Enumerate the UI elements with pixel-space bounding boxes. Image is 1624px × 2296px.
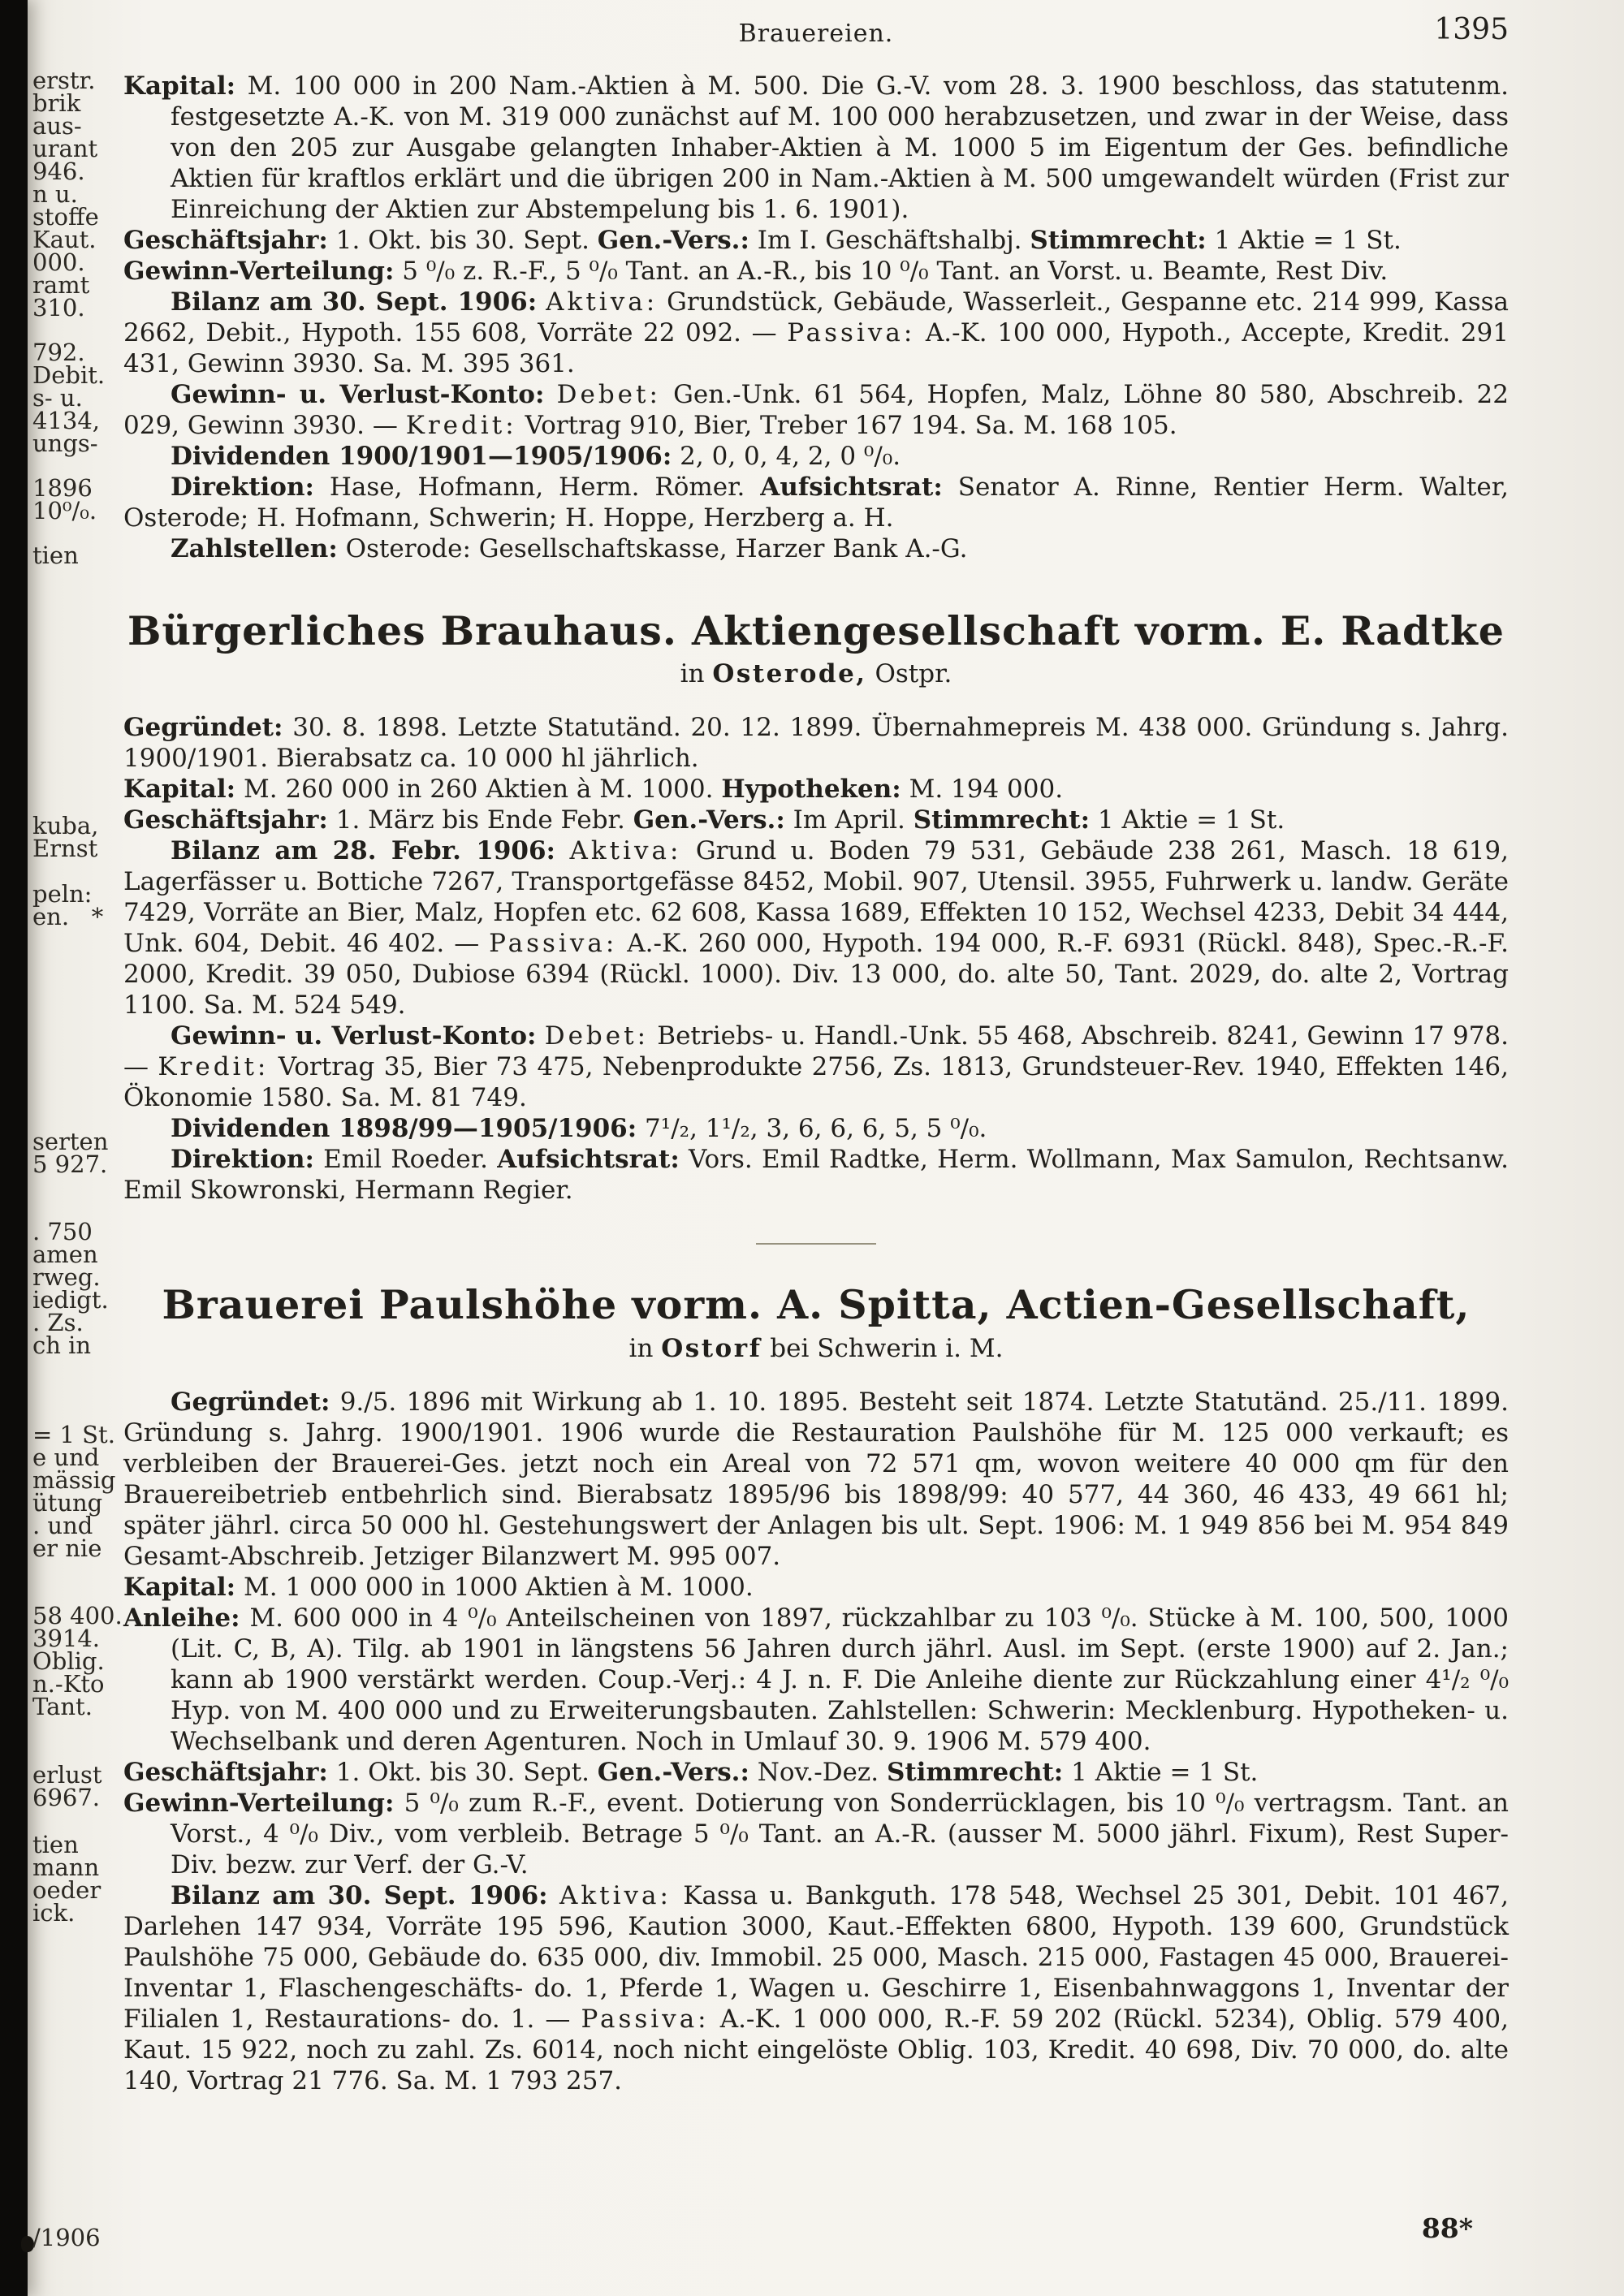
margin-fragment: ramt bbox=[32, 271, 90, 299]
entry-subtitle bbox=[123, 658, 1509, 689]
bold-lead-label: Kapital: bbox=[123, 71, 236, 101]
margin-fragment: /1906 bbox=[32, 2224, 101, 2251]
margin-fragment: n.-Kto bbox=[32, 1670, 105, 1698]
bold-lead-label: Gewinn-Verteilung: bbox=[123, 257, 395, 286]
bold-lead-label: Stimmrecht: bbox=[886, 1757, 1064, 1787]
paragraph bbox=[123, 1757, 1509, 1788]
text-run bbox=[536, 1021, 544, 1051]
text-run: 9./5. 1896 mit Wirkung ab 1. 10. 1895. Besteht seit 1874. Letzte Statutänd. 25./11. 1899. Gründung s. Jahrg. 1900/1901. 1906 wurde die Restauration Paulshöhe für M. 125 000 verkauft; es verbleiben der Brauerei-Ges. jetzt noch ein Areal von 72 571 qm, wovon weitere 40 000 qm für den Brauereibetrieb entbehrlich sind. Bierabsatz 1895/96 bis 1898/99: 40 577, 44 360, 46 433, 49 661 hl; später jährl. circa 50 000 hl. Gestehungswert der Anlagen bis ult. Sept. 1906: M. 1 949 856 bei M. 954 849 Gesamt-Abschreib. Jetziger Bilanzwert M. 995 007. bbox=[123, 1387, 1509, 1571]
bold-lead-label: Gewinn-Verteilung: bbox=[123, 1788, 395, 1818]
subtitle-suffix: bei Schwerin i. M. bbox=[762, 1333, 1004, 1363]
margin-fragment: ick. bbox=[32, 1899, 76, 1927]
bold-lead-label: Stimmrecht: bbox=[913, 805, 1091, 835]
margin-fragment: Oblig. bbox=[32, 1647, 105, 1675]
subtitle-place: Osterode, bbox=[712, 659, 867, 689]
margin-fragment: 1896 bbox=[32, 474, 93, 502]
paragraph bbox=[123, 256, 1509, 287]
paragraph bbox=[123, 1603, 1509, 1757]
margin-fragment: 000. bbox=[32, 248, 85, 276]
text-run: Kassa u. Bankguth. 178 548, Wechsel 25 301, Debit. 101 467, Darlehen 147 934, Vorräte 195 596, Kaution 3000, Kaut.-Effekten 6800, Hypoth. 139 600, Grundstück Paulshöhe 75 000, Gebäude do. 635 000, div. Immobil. 25 000, Masch. 215 000, Fastagen 45 000, Brauerei-Inventar 1, Flaschengeschäfts- do. 1, Pferde 1, Wagen u. Geschirre 1, Eisenbahnwaggons 1, Inventar der Filialen 1, Restaurations- do. 1. — bbox=[123, 1880, 1509, 2034]
paragraph bbox=[123, 712, 1509, 774]
margin-fragment: tien bbox=[32, 542, 79, 569]
margin-fragment: 6967. bbox=[32, 1784, 101, 1811]
paragraph bbox=[123, 225, 1509, 256]
text-run bbox=[544, 380, 556, 409]
paragraph bbox=[123, 379, 1509, 441]
text-run bbox=[548, 1881, 559, 1910]
bold-lead-label: Gen.-Vers.: bbox=[633, 805, 785, 835]
text-run: M. 600 000 in 4 ⁰/₀ Anteilscheinen von 1897, rückzahlbar zu 103 ⁰/₀. Stücke à M. 100, 500, 1000 (Lit. C, B, A). Tilg. ab 1901 in längstens 56 Jahren durch jährl. Ausl. im Sept. (erste 1900) auf 2. Jan.; kann ab 1900 verstärkt werden. Coup.-Verj.: 4 J. n. F. Die Anleihe diente zur Rückzahlung einer 4¹/₂ ⁰/₀ Hyp. von M. 400 000 und zu Erweiterungsbauten. Zahlstellen: Schwerin: Mecklenburg. Hypotheken- u. Wechselbank und deren Agenturen. Noch in Umlauf 30. 9. 1906 M. 579 400. bbox=[171, 1603, 1509, 1756]
spaced-label: Passiva: bbox=[581, 2004, 710, 2034]
paragraph bbox=[123, 835, 1509, 1021]
margin-fragment: oeder bbox=[32, 1876, 102, 1904]
margin-fragment: . und bbox=[32, 1512, 93, 1539]
margin-fragment: . 750 bbox=[32, 1218, 93, 1245]
bold-lead-label: Aufsichtsrat: bbox=[497, 1145, 680, 1175]
entry-title: Bürgerliches Brauhaus. Aktiengesellschaft vorm. E. Radtke bbox=[127, 607, 1505, 654]
text-run: 5 ⁰/₀ zum R.-F., event. Dotierung von Sonderrücklagen, bis 10 ⁰/₀ vertragsm. Tant. an Vorst., 4 ⁰/₀ Div., vom verbleib. Betrage 5 ⁰/₀ Tant. an A.-R. (ausser M. 5000 jährl. Fixum), Rest Super-Div. bezw. zur Verf. der G.-V. bbox=[171, 1788, 1509, 1880]
text-run: Im I. Geschäftshalbj. bbox=[749, 226, 1030, 255]
text-run: Betriebs- u. Handl.-Unk. 55 468, Abschreib. 8241, Gewinn 17 978. — bbox=[123, 1021, 1510, 1082]
margin-fragment: stoffe bbox=[32, 203, 99, 231]
bold-lead-label: Geschäftsjahr: bbox=[123, 1757, 328, 1787]
entry-title: Brauerei Paulshöhe vorm. A. Spitta, Actien-Gesellschaft, bbox=[162, 1281, 1471, 1329]
text-run: A.-K. 260 000, Hypoth. 194 000, R.-F. 6931 (Rückl. 848), Spec.-R.-F. 2000, Kredit. 39 050, Dubiose 6394 (Rückl. 1000). Div. 13 000, do. alte 50, Tant. 2029, do. alte 2, Vortrag 1100. Sa. M. 524 549. bbox=[123, 929, 1509, 1021]
bold-lead-label: Dividenden 1900/1901—1905/1906: bbox=[171, 442, 672, 471]
bold-lead-label: Kapital: bbox=[123, 1572, 236, 1602]
margin-fragment: 10⁰/₀. bbox=[32, 497, 97, 524]
paragraph bbox=[123, 774, 1509, 805]
bold-lead-label: Stimmrecht: bbox=[1030, 226, 1207, 255]
spaced-label: Debet: bbox=[556, 380, 661, 409]
bold-lead-label: Direktion: bbox=[171, 1145, 314, 1175]
paragraph bbox=[123, 533, 1509, 564]
subtitle-place: Ostorf bbox=[661, 1333, 762, 1363]
subtitle-prefix: in bbox=[628, 1333, 662, 1363]
paragraph bbox=[123, 1880, 1509, 2096]
text-run bbox=[555, 836, 569, 865]
margin-fragment: 5 927. bbox=[32, 1150, 108, 1178]
bold-lead-label: Geschäftsjahr: bbox=[123, 226, 328, 255]
margin-fragment: er nie bbox=[32, 1534, 102, 1562]
printers-mark: 88* bbox=[1421, 2212, 1473, 2244]
margin-fragment: 946. bbox=[32, 158, 85, 185]
text-run: M. 1 000 000 in 1000 Aktien à M. 1000. bbox=[235, 1572, 754, 1602]
text-run: Emil Roeder. bbox=[313, 1145, 498, 1175]
running-title: Brauereien. bbox=[738, 19, 894, 48]
bold-lead-label: Gewinn- u. Verlust-Konto: bbox=[171, 380, 545, 409]
subtitle-prefix: in bbox=[680, 659, 713, 689]
margin-fragment: 4134, bbox=[32, 407, 101, 434]
margin-fragment: e und bbox=[32, 1444, 100, 1471]
text-run: M. 100 000 in 200 Nam.-Aktien à M. 500. Die G.-V. vom 28. 3. 1900 beschloss, das statutenm. festgesetzte A.-K. von M. 319 000 zunächst auf M. 100 000 herabzusetzen, und zwar in der Weise, dass von den 205 zur Ausgabe gelangten Inhaber-Aktien à M. 1000 5 im Eigentum der Ges. befindliche Aktien für kraftlos erklärt und die übrigen 200 in Nam.-Aktien à M. 500 umgewandelt würden (Frist zur Einreichung der Aktien zur Abstempelung bis 1. 6. 1901). bbox=[171, 71, 1509, 224]
spaced-label: Kredit: bbox=[158, 1052, 270, 1082]
text-run: 30. 8. 1898. Letzte Statutänd. 20. 12. 1899. Übernahmepreis M. 438 000. Gründung s. Jahrg. 1900/1901. Bierabsatz ca. 10 000 hl jährlich. bbox=[123, 713, 1509, 774]
margin-fragment: 792. bbox=[32, 339, 85, 366]
bold-lead-label: Anleihe: bbox=[123, 1603, 240, 1633]
bold-lead-label: Bilanz am 30. Sept. 1906: bbox=[171, 1880, 548, 1910]
bold-lead-label: Kapital: bbox=[123, 775, 236, 805]
margin-fragment: 58 400. bbox=[32, 1602, 123, 1629]
bold-lead-label: Dividenden 1898/99—1905/1906: bbox=[171, 1114, 637, 1144]
bold-lead-label: Gen.-Vers.: bbox=[597, 1757, 749, 1787]
bold-lead-label: Hypotheken: bbox=[721, 775, 901, 805]
margin-fragment: serten bbox=[32, 1128, 109, 1155]
margin-fragment: mässig bbox=[32, 1466, 116, 1494]
text-run: Gen.-Unk. 61 564, Hopfen, Malz, Löhne 80 580, Abschreib. 22 029, Gewinn 3930. — bbox=[123, 380, 1509, 440]
entry-divider bbox=[756, 1243, 876, 1245]
margin-fragment: peln: bbox=[32, 880, 93, 908]
text-run: 1 Aktie = 1 St. bbox=[1063, 1757, 1259, 1787]
margin-fragment: erstr. bbox=[32, 67, 96, 94]
margin-fragment: ungs- bbox=[32, 429, 98, 457]
paragraph bbox=[123, 805, 1509, 835]
entry-body bbox=[123, 1387, 1509, 2096]
spaced-label: Aktiva: bbox=[569, 836, 682, 866]
entry-subtitle bbox=[123, 1333, 1509, 1364]
margin-fragment: ütung bbox=[32, 1489, 103, 1517]
text-run: Vors. Emil Radtke, Herm. Wollmann, Max Samulon, Rechtsanw. Emil Skowronski, Hermann Regier. bbox=[123, 1145, 1509, 1206]
margin-fragment: Kaut. bbox=[32, 226, 97, 253]
text-run: M. 260 000 in 260 Aktien à M. 1000. bbox=[235, 775, 722, 805]
paragraph bbox=[123, 1021, 1509, 1113]
text-run: M. 194 000. bbox=[901, 775, 1064, 805]
paragraph bbox=[123, 1113, 1509, 1144]
paragraph bbox=[123, 472, 1509, 533]
text-run: Grundstück, Gebäude, Wasserleit., Gespanne etc. 214 999, Kassa 2662, Debit., Hypoth. 155 608, Vorräte 22 092. — bbox=[123, 287, 1510, 347]
margin-fragment: 310. bbox=[32, 294, 85, 322]
text-run: Im April. bbox=[784, 805, 914, 835]
bold-lead-label: Gegründet: bbox=[123, 713, 283, 743]
bold-lead-label: Bilanz am 28. Febr. 1906: bbox=[171, 836, 555, 866]
margin-fragment: = 1 St. bbox=[32, 1421, 115, 1448]
margin-fragment: mann bbox=[32, 1854, 100, 1881]
margin-fragment: en. * bbox=[32, 903, 104, 930]
bold-lead-label: Gen.-Vers.: bbox=[597, 226, 749, 255]
text-run: 7¹/₂, 1¹/₂, 3, 6, 6, 6, 5, 5 ⁰/₀. bbox=[637, 1114, 987, 1144]
text-run: Hase, Hofmann, Herm. Römer. bbox=[313, 473, 761, 502]
margin-fragment: ch in bbox=[32, 1331, 92, 1359]
entry-body bbox=[123, 712, 1509, 1206]
text-run: A.-K. 100 000, Hypoth., Accepte, Kredit. 291 431, Gewinn 3930. Sa. M. 395 361. bbox=[123, 318, 1510, 378]
page-number: 1395 bbox=[1434, 13, 1509, 46]
margin-fragment: n u. bbox=[32, 180, 78, 208]
spaced-label: Debet: bbox=[544, 1021, 650, 1051]
text-run: Osterode: Gesellschaftskasse, Harzer Bank A.-G. bbox=[337, 534, 968, 563]
entry-brauerei-paulshoehe bbox=[123, 1282, 1509, 2095]
text-run: 1 Aktie = 1 St. bbox=[1090, 805, 1285, 835]
margin-fragment: erlust bbox=[32, 1761, 102, 1789]
text-run: Grund u. Boden 79 531, Gebäude 238 261, Masch. 18 619, Lagerfässer u. Bottiche 7267, Transportgefässe 8452, Mobil. 907, Utensil. 3955, Fuhrwerk u. landw. Geräte 7429, Vorräte an Bier, Malz, Hopfen etc. 62 608, Kassa 1689, Effekten 10 152, Wechsel 4233, Debit 34 444, Unk. 604, Debit. 46 402. — bbox=[123, 836, 1509, 959]
spaced-label: Passiva: bbox=[489, 929, 618, 959]
subtitle-suffix: Ostpr. bbox=[866, 659, 952, 689]
text-run: 1. Okt. bis 30. Sept. bbox=[327, 226, 598, 255]
spaced-label: Aktiva: bbox=[559, 1880, 672, 1910]
text-run bbox=[537, 287, 546, 317]
margin-fragment: Debit. bbox=[32, 361, 106, 389]
margin-fragment: kuba, bbox=[32, 812, 99, 839]
bold-lead-label: Direktion: bbox=[171, 473, 314, 502]
text-run: Nov.-Dez. bbox=[749, 1757, 887, 1787]
margin-fragment: amen bbox=[32, 1241, 98, 1268]
text-run: 2, 0, 0, 4, 2, 0 ⁰/₀. bbox=[672, 442, 901, 471]
paragraph bbox=[123, 1387, 1509, 1572]
margin-fragment: 3914. bbox=[32, 1625, 101, 1652]
margin-fragment: urant bbox=[32, 135, 98, 162]
paragraph bbox=[123, 71, 1509, 225]
bold-lead-label: Aufsichtsrat: bbox=[760, 473, 943, 502]
margin-fragment: brik bbox=[32, 89, 81, 117]
paragraph bbox=[123, 1788, 1509, 1880]
paragraph bbox=[123, 1572, 1509, 1603]
text-run: 5 ⁰/₀ z. R.-F., 5 ⁰/₀ Tant. an A.-R., bis 10 ⁰/₀ Tant. an Vorst. u. Beamte, Rest Div. bbox=[394, 257, 1389, 286]
bold-lead-label: Bilanz am 30. Sept. 1906: bbox=[171, 287, 538, 317]
paragraph bbox=[123, 441, 1509, 472]
text-run: Senator A. Rinne, Rentier Herm. Walter, Osterode; H. Hofmann, Schwerin; H. Hoppe, Herzberg a. H. bbox=[123, 473, 1509, 533]
page-header bbox=[123, 13, 1509, 50]
margin-fragment: rweg. bbox=[32, 1263, 101, 1291]
paragraph bbox=[123, 287, 1509, 379]
spaced-label: Kredit: bbox=[405, 411, 517, 440]
text-run: Vortrag 35, Bier 73 475, Nebenprodukte 2756, Zs. 1813, Grundsteuer-Rev. 1940, Effekten 146, Ökonomie 1580. Sa. M. 81 749. bbox=[123, 1052, 1509, 1113]
margin-fragment: s- u. bbox=[32, 384, 83, 412]
paragraph bbox=[123, 1144, 1509, 1206]
text-run: Vortrag 910, Bier, Treber 167 194. Sa. M. 168 105. bbox=[516, 411, 1177, 440]
margin-fragment: Ernst bbox=[32, 835, 98, 862]
margin-fragment: aus- bbox=[32, 112, 82, 140]
text-run: 1. März bis Ende Febr. bbox=[327, 805, 633, 835]
bold-lead-label: Gegründet: bbox=[171, 1387, 330, 1417]
entry-continuation bbox=[123, 71, 1509, 564]
spaced-label: Aktiva: bbox=[546, 287, 659, 317]
bold-lead-label: Gewinn- u. Verlust-Konto: bbox=[171, 1021, 537, 1051]
margin-fragment: . Zs. bbox=[32, 1309, 84, 1336]
margin-fragment: iedigt. bbox=[32, 1286, 109, 1314]
text-run: 1. Okt. bis 30. Sept. bbox=[327, 1757, 598, 1787]
spaced-label: Passiva: bbox=[787, 318, 916, 347]
entry-buergerliches-brauhaus bbox=[123, 608, 1509, 1206]
text-run: A.-K. 1 000 000, R.-F. 59 202 (Rückl. 5234), Oblig. 579 400, Kaut. 15 922, noch zu zahl. Zs. 6014, noch nicht eingelöste Oblig. 103, Kredit. 40 698, Div. 70 000, do. alte 140, Vortrag 21 776. Sa. M. 1 793 257. bbox=[123, 2004, 1509, 2095]
text-run: 1 Aktie = 1 St. bbox=[1206, 226, 1402, 255]
bold-lead-label: Zahlstellen: bbox=[171, 534, 338, 563]
bold-lead-label: Geschäftsjahr: bbox=[123, 805, 328, 835]
margin-fragment: tien bbox=[32, 1831, 79, 1858]
margin-fragment: Tant. bbox=[32, 1693, 93, 1720]
